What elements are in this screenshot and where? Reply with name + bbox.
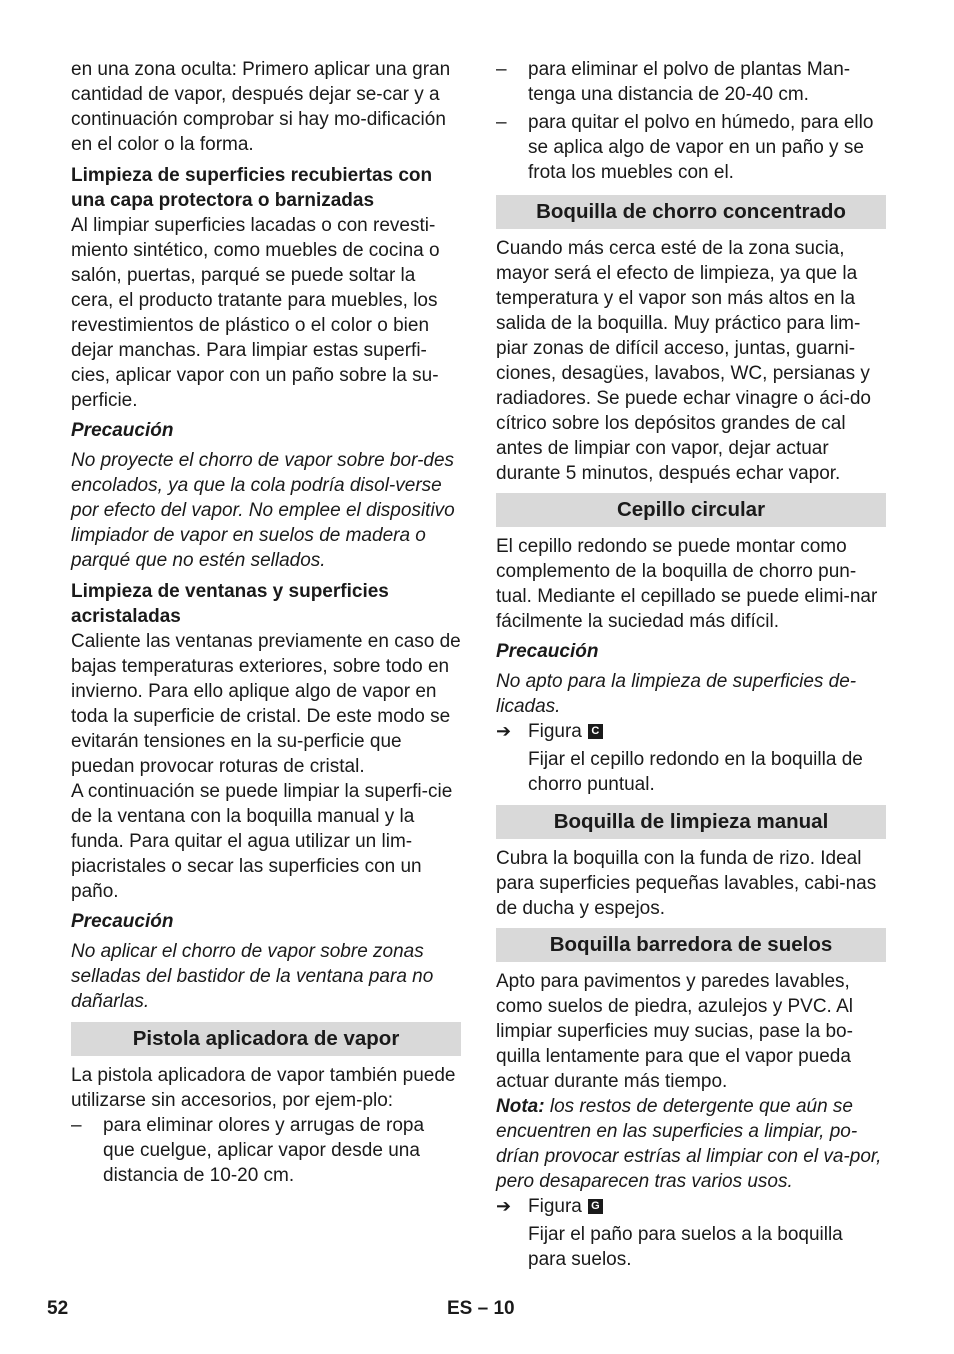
list-item: [496, 57, 886, 107]
instruction-text: Fijar el paño para suelos a la boquilla para suelos.: [528, 1224, 843, 1270]
subheading: Limpieza de ventanas y superficies acristaladas: [71, 581, 389, 627]
note-label: Nota:: [496, 1096, 545, 1117]
figure-letter-badge: G: [588, 1199, 603, 1214]
right-column: [496, 57, 886, 1272]
paragraph: Cubra la boquilla con la funda de rizo. Ideal para superficies pequeñas lavables, cabi-nas de ducha y espejos.: [496, 848, 877, 919]
dash-mark: –: [496, 59, 507, 80]
paragraph: La pistola aplicadora de vapor también puede utilizarse sin accesorios, por ejem-plo:: [71, 1065, 456, 1111]
paragraph: Al limpiar superficies lacadas o con revesti-miento sintético, como muebles de cocina o salón, puertas, parqué se puede soltar la cera, el producto tratante para muebles, los revestimientos de plástico o el color o bien dejar manchas. Para limpiar estas superfi-cies, aplicar vapor con un paño sobre la su-perficie.: [71, 215, 440, 411]
caution-title: Precaución: [71, 911, 174, 932]
paragraph: en una zona oculta: Primero aplicar una gran cantidad de vapor, después dejar se-car y a continuación comprobar si hay mo-dificación en el color o la forma.: [71, 59, 451, 155]
paragraph: Apto para pavimentos y paredes lavables, como suelos de piedra, azulejos y PVC. Al limpiar superficies muy sucias, pase la bo-quilla lentamente para que el vapor pueda actuar durante más tiempo.: [496, 971, 853, 1092]
figure-label: Figura: [528, 721, 582, 742]
section-heading: Boquilla barredora de suelos: [496, 928, 886, 962]
paragraph: Cuando más cerca esté de la zona sucia, mayor será el efecto de limpieza, ya que la temperatura y el vapor son más altos en la salida de la boquilla. Muy práctico para lim-piar zonas de difícil acceso, juntas, guarni-ciones, desagües, lavabos, WC, persianas y radiadores. Se puede echar vinagre o áci-do cítrico sobre los depósitos grandes de cal antes de limpiar con vapor, dejar actuar durante 5 minutos, después echar vapor.: [496, 238, 871, 484]
arrow-right-icon: ➔: [496, 721, 512, 741]
page-number: 52: [47, 1298, 69, 1319]
caution-text: No proyecte el chorro de vapor sobre bor-des encolados, ya que la cola podría disol-verse por efecto del vapor. No emplee el dispositivo limpiador de vapor en suelos de madera o parqué que no estén sellados.: [71, 450, 455, 571]
list-item-text: para quitar el polvo en húmedo, para ello se aplica algo de vapor en un paño y se frota los muebles con el.: [528, 112, 874, 183]
paragraph: A continuación se puede limpiar la superfi-cie de la ventana con la boquilla manual y la funda. Para quitar el agua utilizar un lim-piacristales o secar las superficies con un paño.: [71, 781, 453, 902]
section-heading: Cepillo circular: [496, 493, 886, 527]
figure-letter-badge: C: [588, 724, 603, 739]
left-column: [71, 57, 461, 1188]
dash-mark: –: [71, 1115, 82, 1136]
subheading: Limpieza de superficies recubiertas con una capa protectora o barnizadas: [71, 165, 433, 211]
caution-text: No aplicar el chorro de vapor sobre zonas selladas del bastidor de la ventana para no dañarlas.: [71, 941, 434, 1012]
caution-title: Precaución: [496, 641, 599, 662]
list-item: [496, 110, 886, 185]
figure-reference: [496, 719, 886, 744]
instruction-text: Fijar el cepillo redondo en la boquilla de chorro puntual.: [528, 749, 863, 795]
list-item-text: para eliminar olores y arrugas de ropa que cuelgue, aplicar vapor desde una distancia de 10-20 cm.: [103, 1115, 425, 1186]
arrow-right-icon: ➔: [496, 1196, 512, 1216]
note-text: los restos de detergente que aún se encuentren en las superficies a limpiar, po-drían provocar estrías al limpiar con el va-por, pero desaparecen tras varios usos.: [496, 1096, 882, 1192]
caution-text: No apto para la limpieza de superficies de-licadas.: [496, 671, 857, 717]
section-heading: Boquilla de limpieza manual: [496, 805, 886, 839]
figure-label: Figura: [528, 1196, 582, 1217]
list-item-text: para eliminar el polvo de plantas Man-tenga una distancia de 20-40 cm.: [528, 59, 851, 105]
figure-reference: [496, 1194, 886, 1219]
section-heading: Boquilla de chorro concentrado: [496, 195, 886, 229]
caution-title: Precaución: [71, 420, 174, 441]
dash-mark: –: [496, 112, 507, 133]
list-item: [71, 1113, 461, 1188]
note: [496, 1094, 886, 1194]
section-heading: Pistola aplicadora de vapor: [71, 1022, 461, 1056]
language-page-label: ES – 10: [447, 1298, 515, 1319]
paragraph: Caliente las ventanas previamente en caso de bajas temperaturas exteriores, sobre todo en invierno. Para ello aplique algo de vapor en toda la superficie de cristal. De este modo se evitarán tensiones en la su-perficie que puedan provocar roturas de cristal.: [71, 631, 461, 777]
paragraph: El cepillo redondo se puede montar como complemento de la boquilla de chorro pun-tual. Mediante el cepillado se puede elimi-nar fácilmente la suciedad más difícil.: [496, 536, 878, 632]
